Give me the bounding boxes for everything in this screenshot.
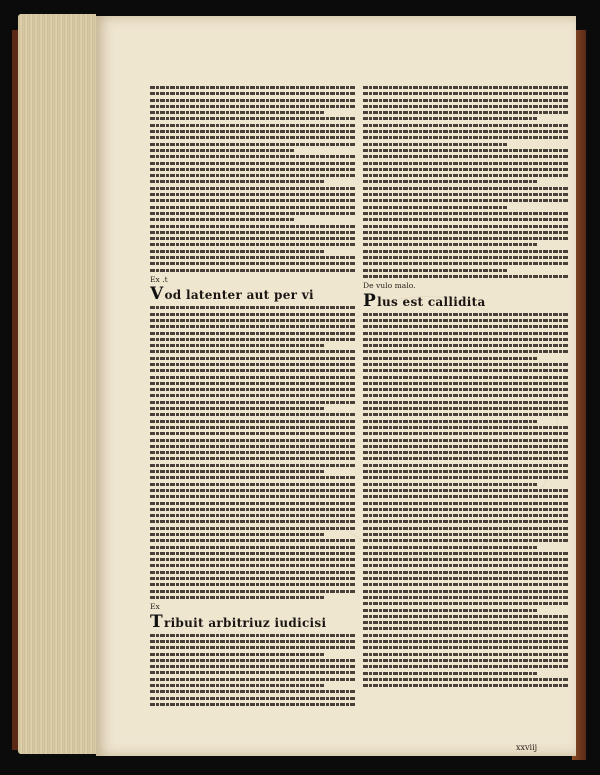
text-block (150, 634, 355, 706)
text-block (363, 86, 568, 278)
text-line (363, 627, 568, 630)
text-line (363, 653, 568, 656)
text-line (150, 697, 355, 700)
text-line (150, 671, 355, 674)
text-line (363, 665, 568, 668)
text-line (150, 678, 355, 681)
text-line (150, 130, 355, 133)
text-line (150, 344, 324, 347)
text-line (363, 155, 568, 158)
text-line (150, 564, 355, 567)
text-line (363, 564, 568, 567)
text-line (363, 646, 568, 649)
text-line (150, 237, 355, 240)
text-line (150, 577, 355, 580)
text-line (150, 262, 355, 265)
text-line (363, 495, 568, 498)
text-line (150, 269, 355, 272)
text-line (150, 464, 355, 467)
text-line (150, 99, 355, 102)
text-line (363, 117, 537, 120)
text-line (363, 231, 568, 234)
text-line (363, 105, 568, 108)
text-line (363, 684, 568, 687)
text-line (363, 218, 568, 221)
text-line (363, 212, 568, 215)
text-line (150, 319, 355, 322)
text-line (363, 678, 568, 681)
text-line (150, 432, 355, 435)
text-line (150, 552, 355, 555)
text-line (150, 225, 355, 228)
text-line (363, 136, 568, 139)
text-line (150, 86, 355, 89)
text-line (363, 344, 568, 347)
text-line (363, 420, 537, 423)
text-line (150, 363, 355, 366)
text-line (150, 136, 355, 139)
text-line (150, 451, 355, 454)
text-line (150, 218, 294, 221)
text-line (363, 199, 568, 202)
text-line (363, 413, 568, 416)
text-line (363, 445, 568, 448)
text-line (363, 432, 568, 435)
text-line (150, 445, 355, 448)
text-line (150, 155, 355, 158)
text-line (150, 325, 355, 328)
caption: De vulo malo. (363, 281, 416, 291)
text-line (150, 640, 355, 643)
text-line (363, 527, 568, 530)
text-line (150, 502, 355, 505)
text-block (150, 86, 355, 272)
text-line (363, 243, 537, 246)
text-line (150, 174, 355, 177)
text-line (363, 168, 568, 171)
right-column (363, 86, 568, 736)
text-line (363, 508, 568, 511)
text-line (363, 583, 568, 586)
text-line (150, 256, 355, 259)
text-line (150, 583, 355, 586)
text-line (150, 653, 324, 656)
text-line (150, 439, 355, 442)
text-line (150, 520, 355, 523)
text-line (363, 640, 568, 643)
text-line (363, 470, 568, 473)
text-line (363, 237, 568, 240)
heading-text: od latenter aut per vi (164, 288, 314, 303)
text-block (150, 306, 355, 599)
text-line (363, 621, 568, 624)
text-line (150, 634, 355, 637)
folio-number: xxviij (516, 743, 538, 752)
text-line (150, 495, 355, 498)
caption: Ex .t (150, 274, 168, 284)
text-line (363, 187, 568, 190)
text-line (363, 464, 568, 467)
text-line (363, 275, 568, 278)
text-line (363, 502, 568, 505)
caption: Ex (150, 602, 160, 612)
text-line (363, 659, 568, 662)
initial-letter: V (150, 284, 164, 305)
text-line (363, 225, 568, 228)
text-line (363, 357, 537, 360)
text-line (150, 533, 324, 536)
text-line (363, 394, 568, 397)
text-line (363, 520, 568, 523)
text-line (150, 313, 355, 316)
text-line (363, 514, 568, 517)
text-line (150, 212, 355, 215)
text-line (363, 546, 537, 549)
text-line (150, 514, 355, 517)
text-line (363, 162, 568, 165)
text-line (150, 558, 355, 561)
text-line (363, 143, 507, 146)
text-line (150, 413, 355, 416)
text-line (150, 162, 355, 165)
text-line (363, 130, 568, 133)
text-line (150, 168, 355, 171)
text-line (150, 388, 355, 391)
text-line (363, 590, 568, 593)
text-line (150, 117, 355, 120)
text-line (363, 174, 568, 177)
text-line (363, 426, 568, 429)
text-line (150, 527, 355, 530)
text-line (363, 457, 568, 460)
text-line (363, 609, 537, 612)
text-line (363, 602, 568, 605)
text-line (363, 269, 507, 272)
text-line (363, 388, 568, 391)
text-line (363, 332, 568, 335)
text-line (363, 250, 568, 253)
text-line (363, 262, 568, 265)
text-line (150, 124, 355, 127)
text-line (150, 665, 355, 668)
text-line (150, 357, 355, 360)
text-line (363, 180, 537, 183)
text-line (150, 508, 355, 511)
text-line (150, 250, 324, 253)
text-line (150, 338, 355, 341)
heading-text: lus est callidita (377, 294, 486, 309)
text-line (363, 539, 568, 542)
text-line (150, 199, 355, 202)
initial-letter: P (363, 290, 377, 311)
text-line (150, 376, 355, 379)
text-line (150, 306, 355, 309)
text-line (150, 489, 355, 492)
text-line (150, 193, 355, 196)
text-line (363, 313, 568, 316)
text-line (363, 124, 568, 127)
text-line (150, 92, 355, 95)
text-line (363, 552, 568, 555)
initial-letter: T (150, 611, 163, 632)
text-line (150, 420, 355, 423)
text-line (363, 319, 568, 322)
section-heading (150, 284, 355, 305)
text-line (150, 350, 355, 353)
text-line (363, 363, 568, 366)
section-heading (363, 290, 568, 311)
text-line (363, 489, 568, 492)
text-line (363, 439, 568, 442)
text-line (150, 596, 324, 599)
text-line (150, 476, 355, 479)
text-line (363, 483, 537, 486)
text-line (150, 590, 355, 593)
text-line (150, 546, 355, 549)
text-line (150, 105, 355, 108)
manuscript-page (96, 16, 576, 756)
page-edges (18, 14, 96, 754)
text-line (150, 149, 294, 152)
text-line (363, 476, 568, 479)
text-line (363, 634, 568, 637)
text-line (363, 92, 568, 95)
text-line (363, 350, 568, 353)
section-heading (150, 611, 355, 632)
text-line (363, 99, 568, 102)
text-line (150, 243, 355, 246)
text-line (150, 426, 355, 429)
text-line (363, 672, 537, 675)
text-line (363, 193, 568, 196)
text-line (150, 382, 355, 385)
text-line (150, 539, 355, 542)
text-line (363, 369, 568, 372)
text-line (363, 558, 568, 561)
text-line (363, 376, 568, 379)
text-line (150, 187, 355, 190)
text-line (363, 149, 568, 152)
text-line (363, 451, 568, 454)
text-line (150, 483, 355, 486)
text-line (363, 86, 568, 89)
text-line (363, 407, 568, 410)
text-line (363, 325, 568, 328)
text-line (150, 571, 355, 574)
heading-text: ribuit arbitriuz iudicisi (163, 615, 327, 630)
text-line (150, 394, 355, 397)
text-line (150, 703, 355, 706)
text-line (363, 206, 507, 209)
text-line (150, 143, 355, 146)
text-line (150, 457, 355, 460)
text-line (150, 401, 355, 404)
text-line (363, 615, 568, 618)
text-line (150, 111, 324, 114)
text-line (150, 407, 324, 410)
text-line (150, 180, 324, 183)
text-line (363, 533, 568, 536)
text-line (363, 338, 568, 341)
text-line (150, 206, 355, 209)
text-line (363, 577, 568, 580)
text-line (363, 596, 568, 599)
text-line (150, 690, 355, 693)
left-column (150, 86, 355, 736)
text-line (150, 369, 355, 372)
text-line (150, 659, 355, 662)
text-line (150, 470, 324, 473)
text-line (363, 256, 568, 259)
text-line (363, 401, 568, 404)
text-line (150, 332, 355, 335)
text-line (150, 684, 324, 687)
text-line (150, 231, 355, 234)
text-line (363, 571, 568, 574)
text-block (363, 313, 568, 688)
text-line (150, 646, 355, 649)
text-line (363, 111, 568, 114)
text-line (363, 382, 568, 385)
